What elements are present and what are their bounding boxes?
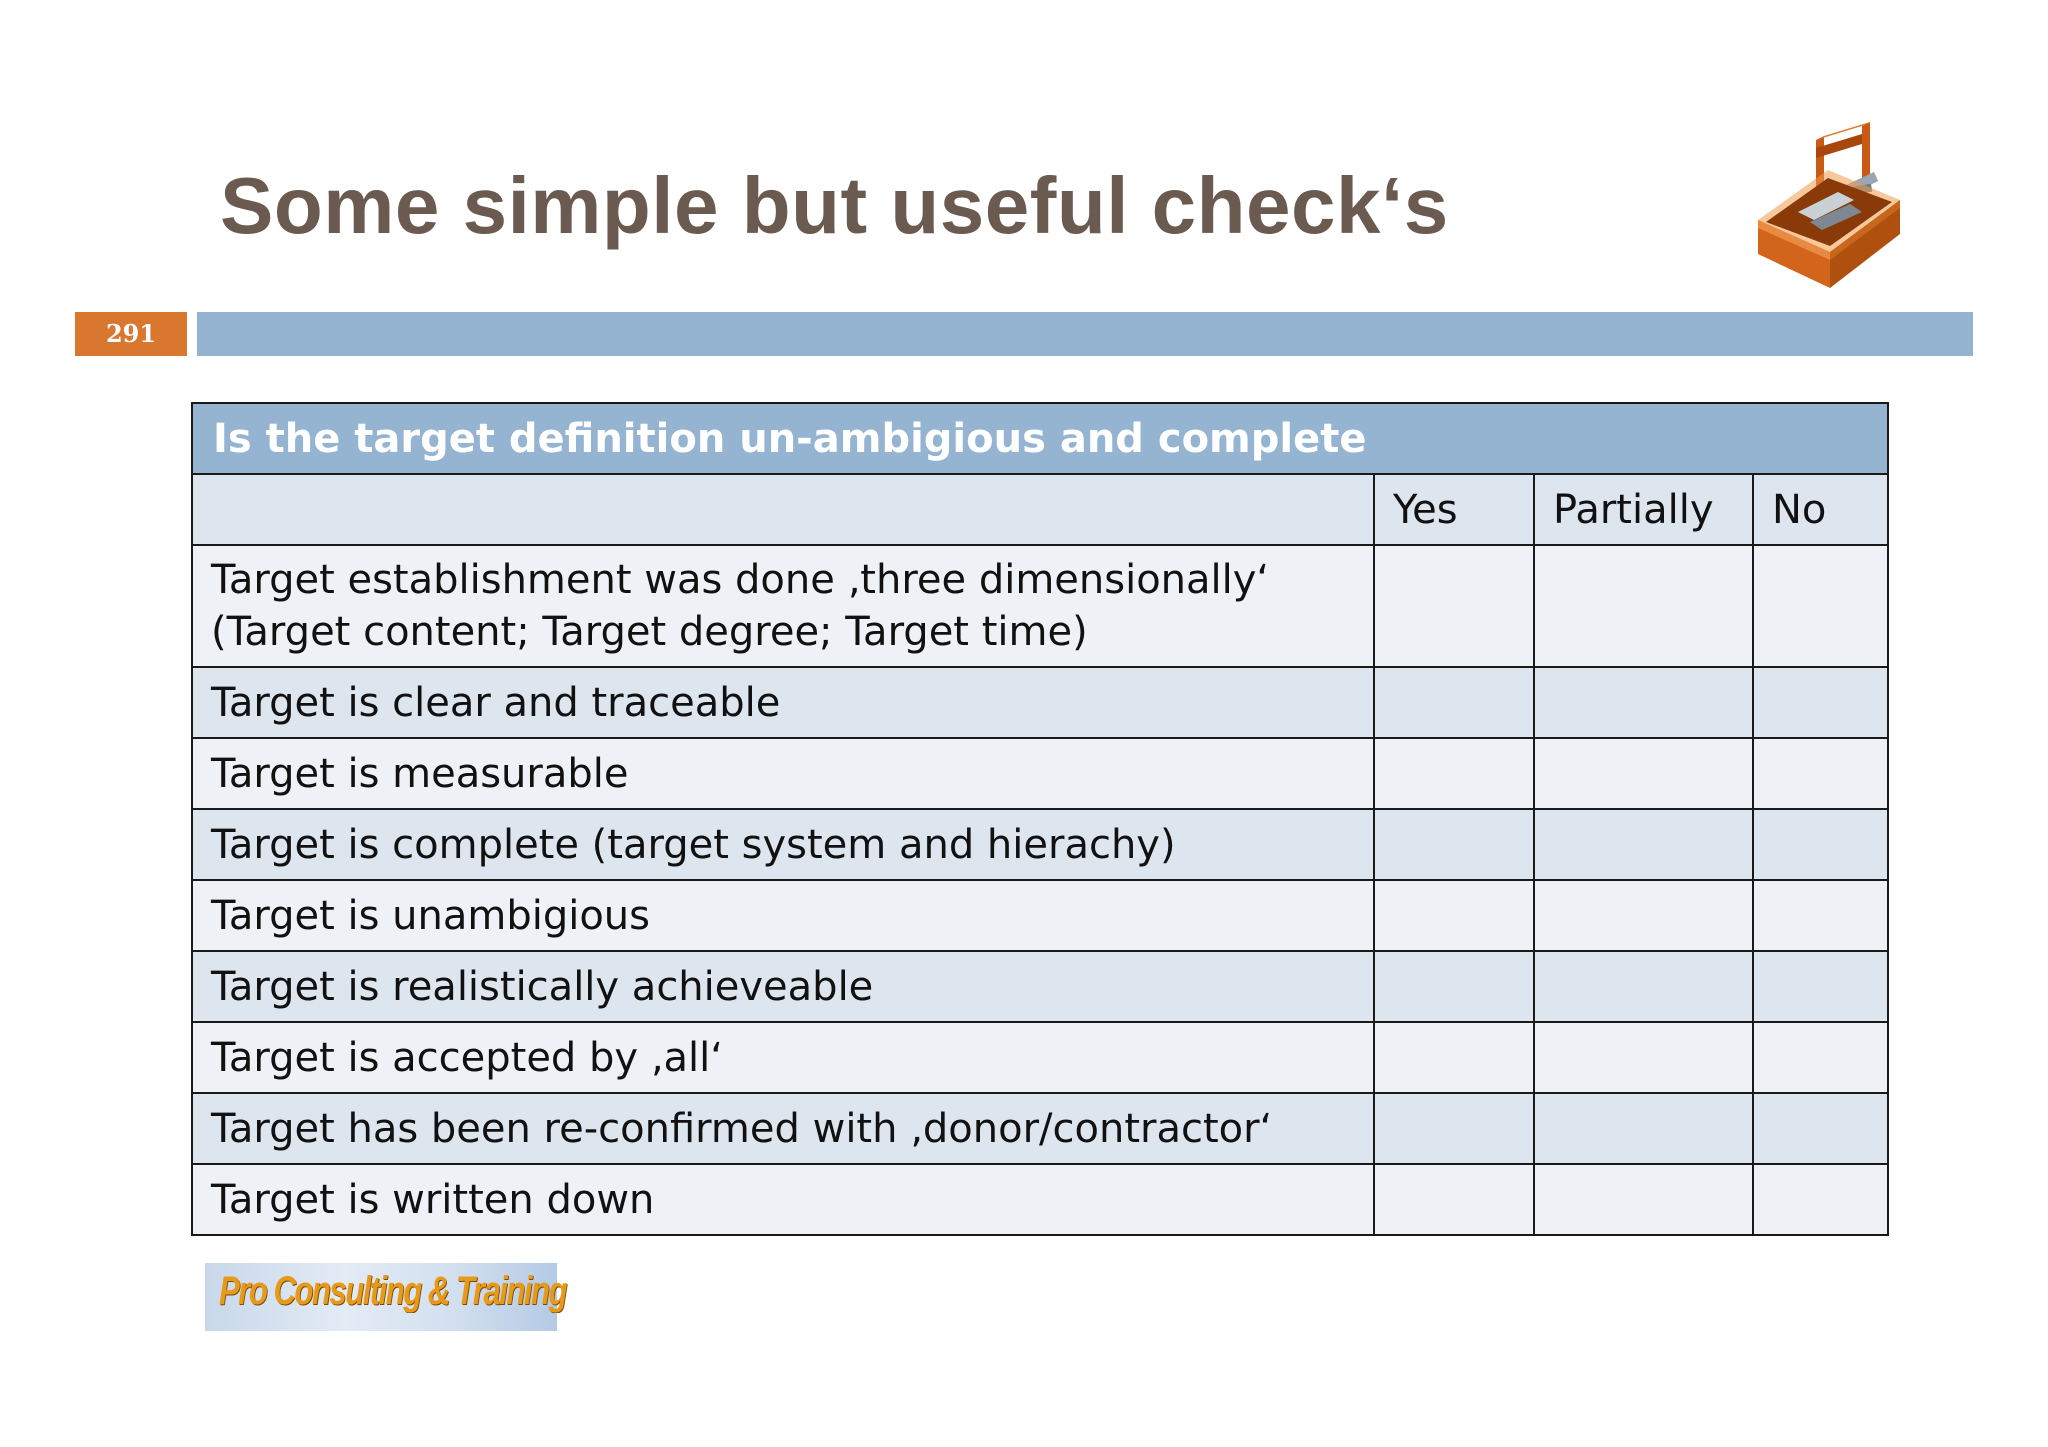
partially-cell[interactable] [1534, 1093, 1753, 1164]
row-item-label: Target is measurable [192, 738, 1374, 809]
partially-cell[interactable] [1534, 1164, 1753, 1235]
header-bar [197, 312, 1973, 356]
yes-cell[interactable] [1374, 951, 1534, 1022]
yes-cell[interactable] [1374, 545, 1534, 667]
no-cell[interactable] [1753, 951, 1888, 1022]
no-cell[interactable] [1753, 1164, 1888, 1235]
no-cell[interactable] [1753, 738, 1888, 809]
table-caption: Is the target definition un-ambigious and complete [192, 403, 1888, 474]
yes-cell[interactable] [1374, 1164, 1534, 1235]
table-row [192, 809, 1888, 880]
toolbox-icon [1758, 122, 1900, 288]
partially-cell[interactable] [1534, 951, 1753, 1022]
company-logo-text: Pro Consulting & Training [219, 1269, 566, 1313]
yes-cell[interactable] [1374, 880, 1534, 951]
row-item-label-line: (Target content; Target degree; Target time) [211, 609, 1088, 655]
yes-cell[interactable] [1374, 1022, 1534, 1093]
no-cell[interactable] [1753, 545, 1888, 667]
no-cell[interactable] [1753, 1022, 1888, 1093]
yes-cell[interactable] [1374, 738, 1534, 809]
table-header-row [192, 474, 1888, 545]
partially-cell[interactable] [1534, 545, 1753, 667]
company-logo [205, 1263, 566, 1331]
table-row [192, 667, 1888, 738]
table-row [192, 1093, 1888, 1164]
column-header-yes: Yes [1374, 474, 1534, 545]
no-cell[interactable] [1753, 809, 1888, 880]
column-header-partially: Partially [1534, 474, 1753, 545]
table-row [192, 951, 1888, 1022]
row-item-label [192, 545, 1374, 667]
partially-cell[interactable] [1534, 880, 1753, 951]
row-item-label: Target has been re-confirmed with ‚donor/contractor‘ [192, 1093, 1374, 1164]
checklist-table [191, 402, 1889, 1236]
column-header-item [192, 474, 1374, 545]
no-cell[interactable] [1753, 1093, 1888, 1164]
column-header-no: No [1753, 474, 1888, 545]
table-row [192, 738, 1888, 809]
no-cell[interactable] [1753, 880, 1888, 951]
partially-cell[interactable] [1534, 667, 1753, 738]
slide-title: Some simple but useful check‘s [220, 161, 1449, 250]
row-item-label: Target is unambigious [192, 880, 1374, 951]
yes-cell[interactable] [1374, 809, 1534, 880]
page-number: 291 [75, 312, 187, 356]
table-row [192, 1164, 1888, 1235]
yes-cell[interactable] [1374, 1093, 1534, 1164]
row-item-label: Target is realistically achieveable [192, 951, 1374, 1022]
row-item-label: Target is clear and traceable [192, 667, 1374, 738]
partially-cell[interactable] [1534, 809, 1753, 880]
partially-cell[interactable] [1534, 1022, 1753, 1093]
table-row [192, 545, 1888, 667]
row-item-label: Target is complete (target system and hierachy) [192, 809, 1374, 880]
table-row [192, 880, 1888, 951]
row-item-label: Target is accepted by ‚all‘ [192, 1022, 1374, 1093]
row-item-label-line: Target establishment was done ‚three dimensionally‘ [211, 557, 1270, 603]
table-caption-row [192, 403, 1888, 474]
yes-cell[interactable] [1374, 667, 1534, 738]
partially-cell[interactable] [1534, 738, 1753, 809]
table-row [192, 1022, 1888, 1093]
row-item-label: Target is written down [192, 1164, 1374, 1235]
no-cell[interactable] [1753, 667, 1888, 738]
